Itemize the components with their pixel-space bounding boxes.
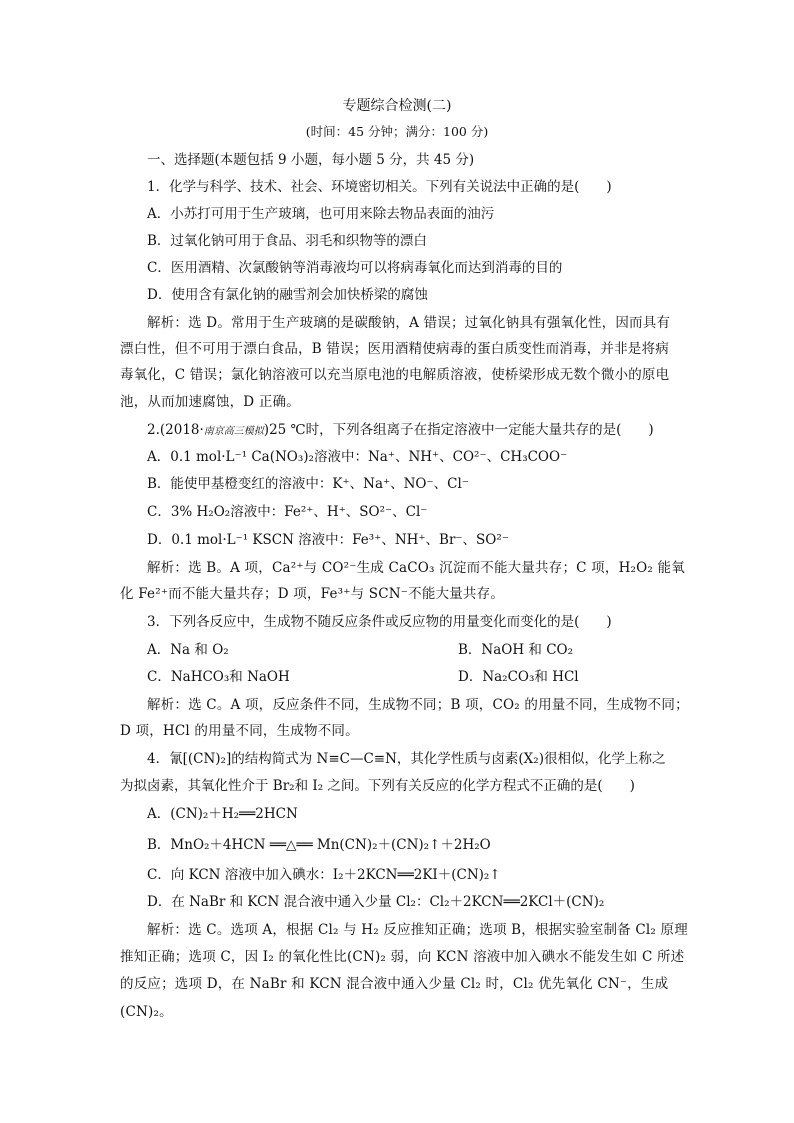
q3-option-a: A．Na 和 O₂ (147, 642, 229, 658)
q4-explanation-line: (CN)₂。 (120, 1004, 173, 1020)
page-subtitle: (时间：45 分钟；满分：100 分) (305, 124, 489, 139)
q4-explanation-line: 推知正确；选项 C，因 I₂ 的氧化性比(CN)₂ 弱，向 KCN 溶液中加入碘水不能发生如 C 所述 (120, 949, 685, 965)
q4-option-d: D．在 NaBr 和 KCN 混合液中通入少量 Cl₂：Cl₂＋2KCN══2KCl＋(CN)₂ (147, 894, 605, 910)
q1-explanation-line: 漂白性，但不可用于漂白食品，B 错误；医用酒精使病毒的蛋白质变性而消毒，并非是将病 (120, 341, 669, 357)
section-heading: 一、选择题(本题包括 9 小题，每小题 5 分，共 45 分) (147, 152, 475, 168)
q3-explanation-line: 解析：选 C。A 项，反应条件不同，生成物不同；B 项，CO₂ 的用量不同，生成物不同； (147, 697, 689, 713)
q2-option-c: C．3% H₂O₂溶液中：Fe²⁺、H⁺、SO²⁻、Cl⁻ (147, 504, 428, 520)
q4-option-b: B．MnO₂＋4HCN ══△══ Mn(CN)₂＋(CN)₂↑＋2H₂O (147, 837, 491, 853)
q4-option-a: A．(CN)₂＋H₂══2HCN (147, 806, 298, 822)
q2-stem-suffix: )25 ℃时，下列各组离子在指定溶液中一定能大量共存的是( ) (263, 422, 654, 438)
q2-stem (147, 421, 654, 441)
q1-option-a: A．小苏打可用于生产玻璃，也可用来除去物品表面的油污 (147, 206, 495, 222)
q4-stem-line: 4．氰[(CN)₂]的结构简式为 N≡C—C≡N，其化学性质与卤素(X₂)很相似，化学上称之 (147, 751, 666, 767)
q2-stem-prefix: 2.(2018· (147, 422, 204, 438)
q1-explanation-line: 毒氧化，C 错误；氯化钠溶液可以充当原电池的电解质溶液，使桥梁形成无数个微小的原电 (120, 367, 670, 383)
q3-option-b: B．NaOH 和 CO₂ (458, 642, 574, 658)
q2-explanation-line: 化 Fe²⁺而不能大量共存；D 项，Fe³⁺与 SCN⁻不能大量共存。 (120, 586, 505, 602)
q3-option-c: C．NaHCO₃和 NaOH (147, 669, 290, 685)
q2-option-d: D．0.1 mol·L⁻¹ KSCN 溶液中：Fe³⁺、NH⁺、Br⁻、SO²⁻ (147, 532, 509, 548)
q4-explanation-line: 解析：选 C。选项 A，根据 Cl₂ 与 H₂ 反应推知正确；选项 B，根据实验室制备 Cl₂ 原理 (147, 922, 688, 938)
q3-stem: 3．下列各反应中，生成物不随反应条件或反应物的用量变化而变化的是( ) (147, 614, 612, 630)
q2-option-b: B．能使甲基橙变红的溶液中：K⁺、Na⁺、NO⁻、Cl⁻ (147, 476, 469, 492)
q1-option-b: B．过氧化钠可用于食品、羽毛和织物等的漂白 (147, 233, 427, 249)
q3-option-d: D．Na₂CO₃和 HCl (458, 669, 579, 685)
q4-explanation-line: 的反应；选项 D，在 NaBr 和 KCN 混合液中通入少量 Cl₂ 时，Cl₂ 优先氧化 CN⁻，生成 (120, 976, 669, 992)
q3-explanation-line: D 项，HCl 的用量不同，生成物不同。 (120, 723, 359, 739)
q1-stem: 1．化学与科学、技术、社会、环境密切相关。下列有关说法中正确的是( ) (147, 179, 612, 195)
q1-explanation-line: 池，从而加速腐蚀，D 正确。 (120, 394, 300, 410)
q1-option-c: C．医用酒精、次氯酸钠等消毒液均可以将病毒氧化而达到消毒的目的 (147, 260, 563, 276)
q4-stem-line: 为拟卤素，其氧化性介于 Br₂和 I₂ 之间。下列有关反应的化学方程式不正确的是( ) (120, 778, 635, 794)
page-title: 专题综合检测(二) (342, 98, 452, 114)
q2-option-a: A．0.1 mol·L⁻¹ Ca(NO₃)₂溶液中：Na⁺、NH⁺、CO²⁻、CH₃COO⁻ (147, 449, 568, 465)
q2-source: 南京高三模拟 (203, 426, 264, 437)
q1-option-d: D．使用含有氯化钠的融雪剂会加快桥梁的腐蚀 (147, 287, 428, 303)
q2-explanation-line: 解析：选 B。A 项，Ca²⁺与 CO²⁻生成 CaCO₃ 沉淀而不能大量共存；C 项，H₂O₂ 能氧 (147, 560, 685, 576)
q1-explanation-line: 解析：选 D。常用于生产玻璃的是碳酸钠，A 错误；过氧化钠具有强氧化性，因而具有 (147, 315, 671, 331)
q4-option-c: C．向 KCN 溶液中加入碘水：I₂＋2KCN══2KI＋(CN)₂↑ (147, 867, 501, 883)
